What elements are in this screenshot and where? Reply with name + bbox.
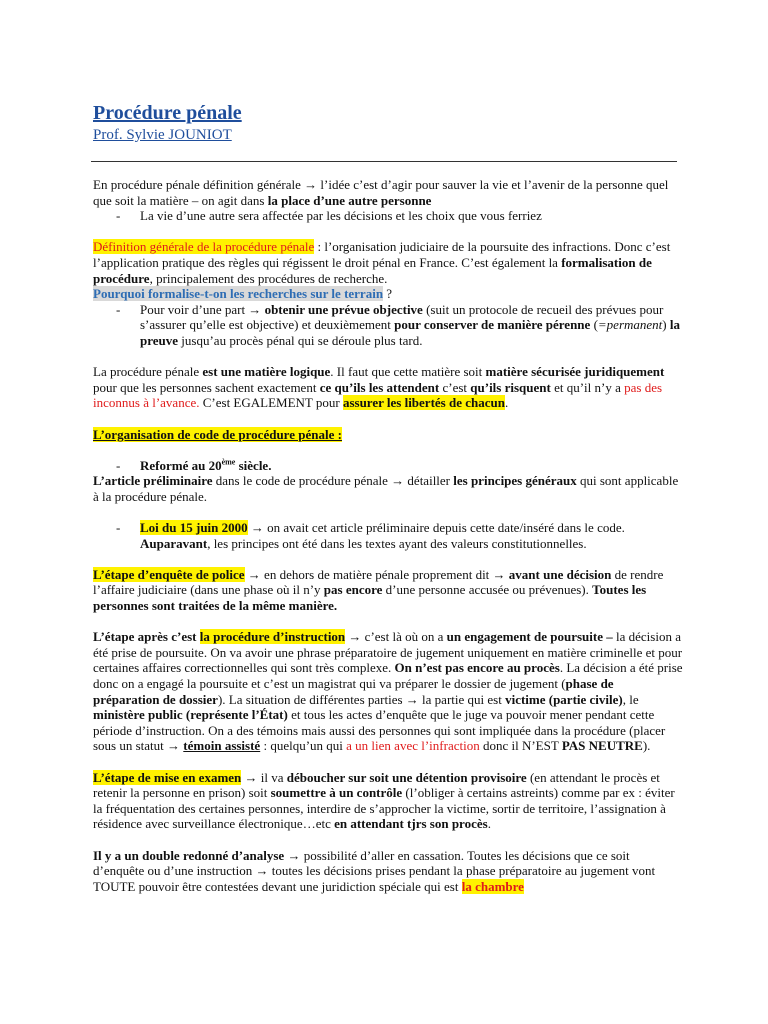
text: et tous les actes d’enquête que le juge va pouvoir mener pendant cette période d’instruction. On a des témoins mais aussi des personnes qui sont impliquée dans la procédure (placer sous un statut → [93, 707, 666, 754]
text: jusqu’au procès pénal qui se déroule plus tard. [178, 332, 423, 348]
paragraph-intro [93, 177, 683, 208]
text: dans le code de procédure pénale → détailler [212, 473, 454, 489]
text: ) [662, 317, 670, 333]
text-bold: la preuve [140, 317, 680, 348]
text: → on avait cet article préliminaire depuis cette date/inséré dans le code. [247, 520, 625, 536]
text: (en attendant le procès et retenir la personne en prison) soit [93, 769, 660, 801]
text: ). [642, 738, 651, 754]
text-bold: pour conserver de manière pérenne [394, 317, 591, 333]
paragraph-double-analyse [93, 848, 683, 895]
text-bold: déboucher sur soit une détention provisoire [286, 769, 527, 785]
highlight-definition: Définition générale de la procédure pénale [93, 239, 315, 255]
text-bold: victime (partie civile) [505, 691, 623, 707]
text-bold: Reformé au 20 [140, 457, 222, 473]
text: Pour voir d’une part → [140, 301, 265, 317]
paragraph-logic [93, 364, 683, 411]
text-bold: phase de préparation de dossier [93, 676, 614, 707]
bullet-dash: - [116, 301, 121, 317]
bullet-item [93, 520, 683, 551]
text: ? [383, 286, 393, 302]
paragraph-enquete [93, 567, 683, 614]
text-red: a un lien avec l’infraction [346, 738, 480, 754]
highlight-loi: Loi du 15 juin 2000 [140, 520, 248, 536]
text-bold: PAS NEUTRE [561, 738, 643, 754]
paragraph-mise-en-examen [93, 770, 683, 832]
paragraph-definition [93, 239, 683, 286]
text-bold: formalisation de procédure [93, 254, 652, 286]
text: → c’est là où on a [345, 629, 447, 645]
text: La procédure pénale [93, 364, 203, 380]
text-bold: un engagement de poursuite – [446, 629, 613, 645]
bullet-item [93, 208, 683, 224]
text: , le [622, 691, 639, 707]
text: . [504, 395, 509, 411]
document-author: Prof. Sylvie JOUNIOT [93, 127, 232, 143]
text: (suit un protocole de recueil des prévues pour s’assurer qu’elle est objective) et deuxièmement [140, 301, 664, 333]
text-bold: obtenir une prévue objective [264, 301, 423, 317]
text: ( [590, 317, 598, 333]
text: C’est EGALEMENT pour [199, 395, 343, 411]
text-bold: Il y a un double redonné d’analyse [93, 847, 285, 863]
text: et qu’il n’y a [550, 379, 625, 395]
text-bold: qu’ils risquent [470, 379, 551, 395]
text: → il va [241, 769, 287, 785]
text: qui sont applicable à la procédure pénale. [93, 473, 679, 504]
text-bold: Toutes les personnes sont traitées de la même manière. [93, 582, 647, 614]
text: , principalement des procédures de recherche. [149, 270, 388, 286]
text-italic: =permanent [597, 317, 663, 333]
text-bold: les principes généraux [453, 473, 577, 489]
paragraph-question [93, 286, 683, 302]
text-bold: pas encore [323, 582, 383, 598]
document-title: Procédure pénale [93, 102, 242, 124]
text: . Il faut que cette matière soit [330, 364, 486, 380]
bullet-dash: - [116, 520, 121, 536]
highlight-libertes: assurer les libertés de chacun [342, 395, 505, 411]
bullet-item [93, 302, 683, 349]
text-bold: la place d’une autre personne [267, 192, 432, 208]
text-bold: soumettre à un contrôle [270, 785, 403, 801]
header-divider [91, 161, 677, 162]
paragraph-article [93, 473, 683, 504]
text-bold: siècle. [235, 457, 272, 473]
text: → possibilité d’aller en cassation. Toutes les décisions que ce soit d’enquête ou d’une instruction → toutes les décisions prises pendant la phase préparatoire au jugement vont TOUTE pouvoir être contestées devant une juridiction spéciale qui est [93, 847, 656, 894]
text-bold: L’article préliminaire [93, 473, 213, 489]
text: donc il N’EST [479, 738, 562, 754]
text-bold: L’étape après c’est [93, 629, 200, 645]
text: pour que les personnes sachent exactement [93, 379, 320, 395]
document-body [93, 177, 683, 894]
text: la décision a été prise de poursuite. On va avoir une phrase préparatoire de jugement uniquement en matière criminelle et pour certaines affaires correctionnelles qui sont très complexe. [93, 629, 683, 676]
heading-organisation: L’organisation de code de procédure pénale : [93, 426, 342, 442]
text: (l’obliger à certains astreints) comme par ex : éviter la fréquentation des certaines personnes, interdire de s’approcher la victime, sortir de territoire, l’assignation à résidence avec surveillance électronique…etc [93, 785, 675, 832]
text: En procédure pénale définition générale → l’idée c’est d’agir pour sauver la vie et l’avenir de la personne quel que soit la matière – on agit dans [93, 177, 669, 208]
text: . [487, 816, 491, 832]
text-bold: matière sécurisée juridiquement [485, 364, 665, 380]
highlight-instruction: la procédure d’instruction [199, 629, 346, 645]
text-bold: avant une décision [508, 566, 612, 582]
text-bold: ce qu’ils les attendent [319, 379, 440, 395]
text: , les principes ont été dans les textes ayant des valeurs constitutionnelles. [207, 535, 587, 551]
text: ). La situation de différentes parties → la partie qui est [217, 691, 506, 707]
text: c’est [439, 379, 471, 395]
text: d’une personne accusée ou prévenues). [382, 582, 593, 598]
text: La vie d’une autre sera affectée par les décisions et les choix que vous ferriez [140, 208, 542, 224]
highlight-chambre: la chambre [461, 878, 524, 894]
paragraph-instruction [93, 629, 683, 754]
text: : l’organisation judiciaire de la poursuite des infractions. Donc c’est l’application pratique des règles qui régissent le droit pénal en France. C’est également la [93, 239, 671, 270]
text-bold: Auparavant [140, 535, 208, 551]
bullet-dash: - [116, 457, 121, 473]
bullet-dash: - [116, 208, 121, 224]
bullet-item [93, 458, 683, 474]
text-bold: en attendant tjrs son procès [334, 816, 488, 832]
highlight-enquete: L’étape d’enquête de police [93, 566, 245, 582]
text: → en dehors de matière pénale proprement dit → [244, 566, 509, 582]
question-heading: Pourquoi formalise-t-on les recherches sur le terrain [93, 286, 384, 302]
text: : quelqu’un qui [260, 738, 347, 754]
text: de rendre l’affaire judiciaire (dans une phase où il n’y [93, 566, 664, 598]
text-bold: ministère public (représente l’État) [93, 707, 288, 723]
text-bold: On n’est pas encore au procès [394, 660, 560, 676]
section-heading-organisation [93, 427, 683, 443]
highlight-mise-en-examen: L’étape de mise en examen [93, 769, 242, 785]
text-bold-underline: témoin assisté [183, 738, 261, 754]
text-bold: est une matière logique [202, 364, 331, 380]
text-red: pas des inconnus à l’avance. [93, 379, 663, 411]
text: . La décision a été prise donc on a engagé la poursuite et c’est un magistrat qui va préparer le dossier de jugement ( [93, 660, 683, 691]
superscript: ème [221, 457, 236, 467]
